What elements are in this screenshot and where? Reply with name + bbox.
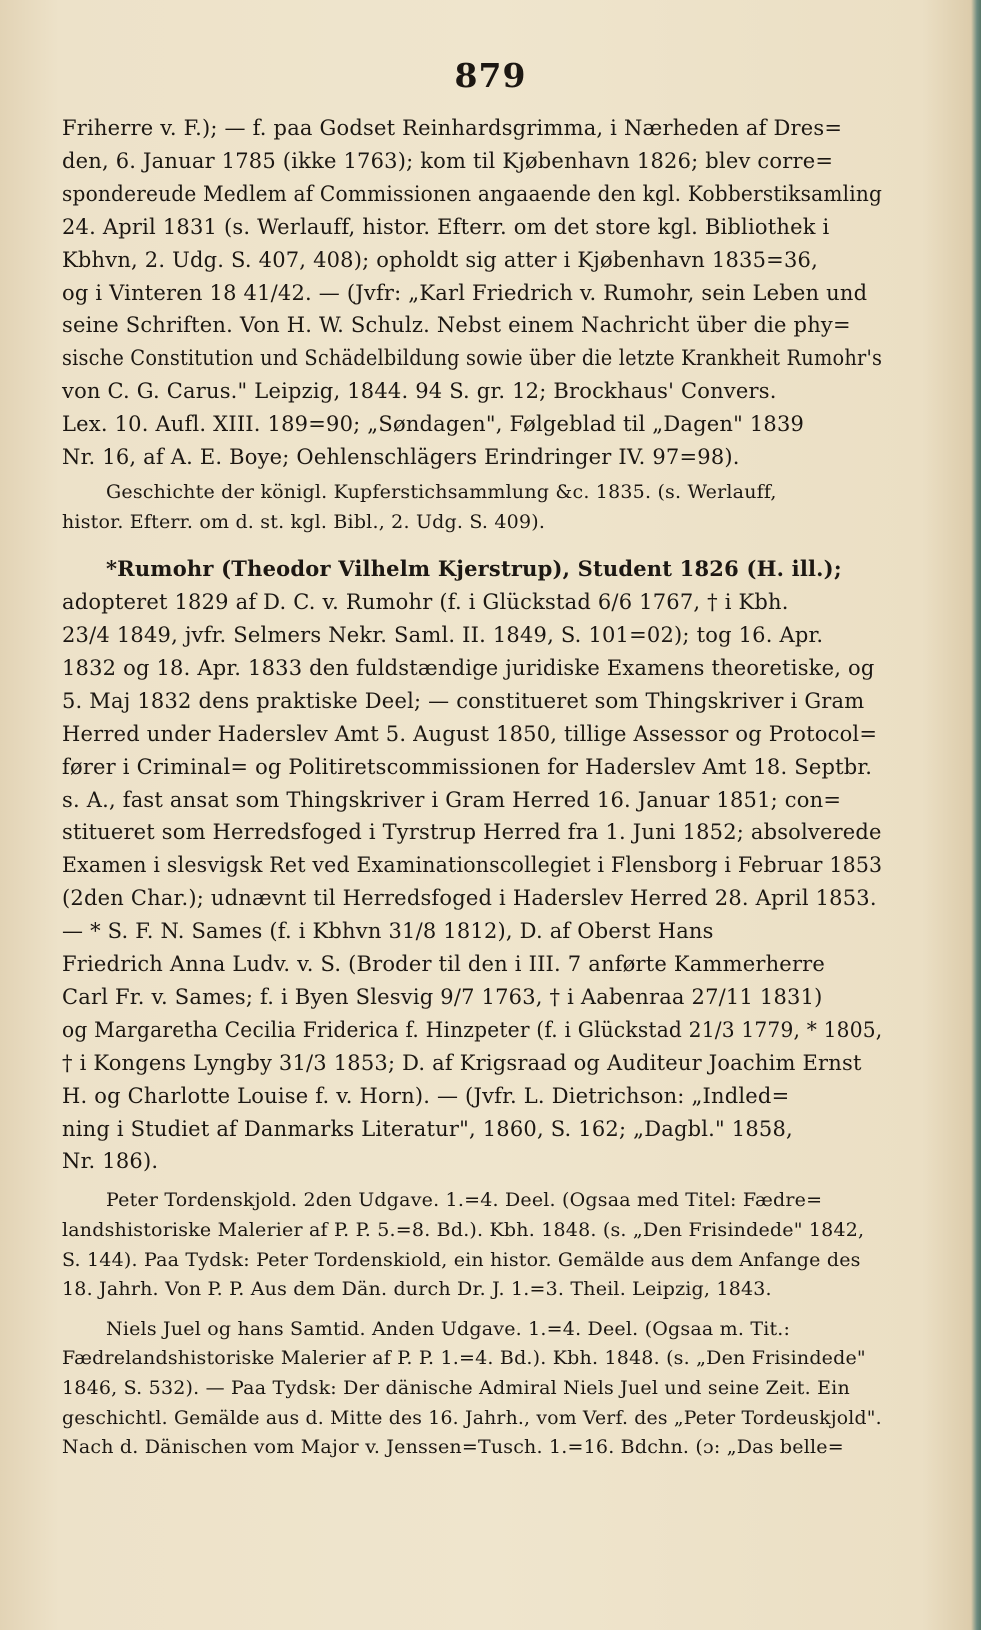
entry-heading: *Rumohr (Theodor Vilhelm Kjerstrup), Student 1826 (H. ill.); (106, 556, 842, 582)
page-number: 879 (454, 56, 527, 95)
text-line: ning i Studiet af Danmarks Literatur", 1860, S. 162; „Dagbl." 1858, (62, 1116, 793, 1141)
text-line: spondereude Medlem af Commissionen angaaende den kgl. Kobberstiksamling (62, 181, 883, 206)
text-line: Peter Tordenskjold. 2den Udgave. 1.=4. Deel. (Ogsaa med Titel: Fædre= (106, 1189, 823, 1212)
work-tordenskjold (62, 1186, 882, 1304)
text-line: Examen i slesvigsk Ret ved Examinationscollegiet i Flensborg i Februar 1853 (62, 853, 883, 878)
text-line: Nr. 16, af A. E. Boye; Oehlenschlägers Erindringer IV. 97=98). (62, 445, 740, 470)
page-edge (971, 0, 981, 1630)
text-line: sische Constitution und Schädelbildung sowie über die letzte Krankheit Rumohr's (62, 346, 883, 371)
text-line: seine Schriften. Von H. W. Schulz. Nebst einem Nachricht über die phy= (62, 313, 851, 338)
text-line: og Margaretha Cecilia Friderica f. Hinzpeter (f. i Glückstad 21/3 1779, * 1805, (62, 1017, 883, 1042)
page-text (62, 112, 882, 1463)
entry-rumohr-theodor (62, 553, 882, 1178)
text-line: adopteret 1829 af D. C. v. Rumohr (f. i Glückstad 6/6 1767, † i Kbh. (62, 590, 789, 615)
text-line: s. A., fast ansat som Thingskriver i Gram Herred 16. Januar 1851; con= (62, 787, 842, 812)
text-line: Geschichte der königl. Kupferstichsammlung &c. 1835. (s. Werlauff, (106, 480, 777, 503)
text-line: 23/4 1849, jvfr. Selmers Nekr. Saml. II. 1849, S. 101=02); tog 16. Apr. (62, 622, 824, 647)
text-line: Friherre v. F.); — f. paa Godset Reinhardsgrimma, i Nærheden af Dres= (62, 116, 843, 140)
text-line: † i Kongens Lyngby 31/3 1853; D. af Krigsraad og Auditeur Joachim Ernst (62, 1050, 862, 1075)
text-line: 1846, S. 532). — Paa Tydsk: Der dänische Admiral Niels Juel und seine Zeit. Ein (62, 1376, 850, 1399)
text-line: Nr. 186). (62, 1149, 159, 1174)
text-line: S. 144). Paa Tydsk: Peter Tordenskiold, ein histor. Gemälde aus dem Anfange des (62, 1248, 861, 1271)
text-line: Nach d. Dänischen vom Major v. Jenssen=Tusch. 1.=16. Bdchn. (ɔ: „Das belle= (62, 1436, 844, 1459)
text-line: 24. April 1831 (s. Werlauff, histor. Efterr. om det store kgl. Bibliothek i (62, 214, 830, 239)
text-line: von C. G. Carus." Leipzig, 1844. 94 S. gr. 12; Brockhaus' Convers. (62, 379, 777, 404)
text-line: og i Vinteren 18 41/42. — (Jvfr: „Karl Friedrich v. Rumohr, sein Leben und (62, 280, 868, 305)
text-line: Herred under Haderslev Amt 5. August 1850, tillige Assessor og Protocol= (62, 721, 878, 746)
text-line: 18. Jahrh. Von P. P. Aus dem Dän. durch Dr. J. 1.=3. Theil. Leipzig, 1843. (62, 1278, 772, 1301)
text-line: Kbhvn, 2. Udg. S. 407, 408); opholdt sig atter i Kjøbenhavn 1835=36, (62, 247, 818, 272)
text-line: Friedrich Anna Ludv. v. S. (Broder til den i III. 7 anførte Kammerherre (62, 952, 826, 977)
text-line: Fædrelandshistoriske Malerier af P. P. 1.=4. Bd.). Kbh. 1848. (s. „Den Frisindede" (62, 1347, 866, 1370)
text-line: 5. Maj 1832 dens praktiske Deel; — constitueret som Thingskriver i Gram (62, 688, 865, 713)
text-line: H. og Charlotte Louise f. v. Horn). — (Jvfr. L. Dietrichson: „Indled= (62, 1083, 790, 1108)
entry-rumohr-carl (62, 112, 882, 474)
text-line: landshistoriske Malerier af P. P. 5.=8. Bd.). Kbh. 1848. (s. „Den Frisindede" 1842, (62, 1218, 865, 1241)
text-line: Lex. 10. Aufl. XIII. 189=90; „Søndagen", Følgeblad til „Dagen" 1839 (62, 412, 805, 437)
text-line: geschichtl. Gemälde aus d. Mitte des 16. Jahrh., vom Verf. des „Peter Tordeuskjold". (62, 1406, 882, 1429)
text-line: fører i Criminal= og Politiretscommissionen for Haderslev Amt 18. Septbr. (62, 754, 873, 779)
work-niels-juel (62, 1315, 882, 1463)
text-line: den, 6. Januar 1785 (ikke 1763); kom til Kjøbenhavn 1826; blev corre= (62, 148, 834, 173)
text-line: — * S. F. N. Sames (f. i Kbhvn 31/8 1812), D. af Oberst Hans (62, 919, 714, 944)
text-line: stitueret som Herredsfoged i Tyrstrup Herred fra 1. Juni 1852; absolverede (62, 820, 882, 845)
work-kupferstichsammlung (62, 478, 882, 537)
text-line: Carl Fr. v. Sames; f. i Byen Slesvig 9/7 1763, † i Aabenraa 27/11 1831) (62, 984, 823, 1009)
text-line: (2den Char.); udnævnt til Herredsfoged i Haderslev Herred 28. April 1853. (62, 886, 877, 911)
text-line: Niels Juel og hans Samtid. Anden Udgave. 1.=4. Deel. (Ogsaa m. Tit.: (106, 1317, 791, 1340)
text-line: histor. Efterr. om d. st. kgl. Bibl., 2. Udg. S. 409). (62, 510, 546, 533)
text-line: 1832 og 18. Apr. 1833 den fuldstændige juridiske Examens theoretiske, og (62, 655, 875, 680)
